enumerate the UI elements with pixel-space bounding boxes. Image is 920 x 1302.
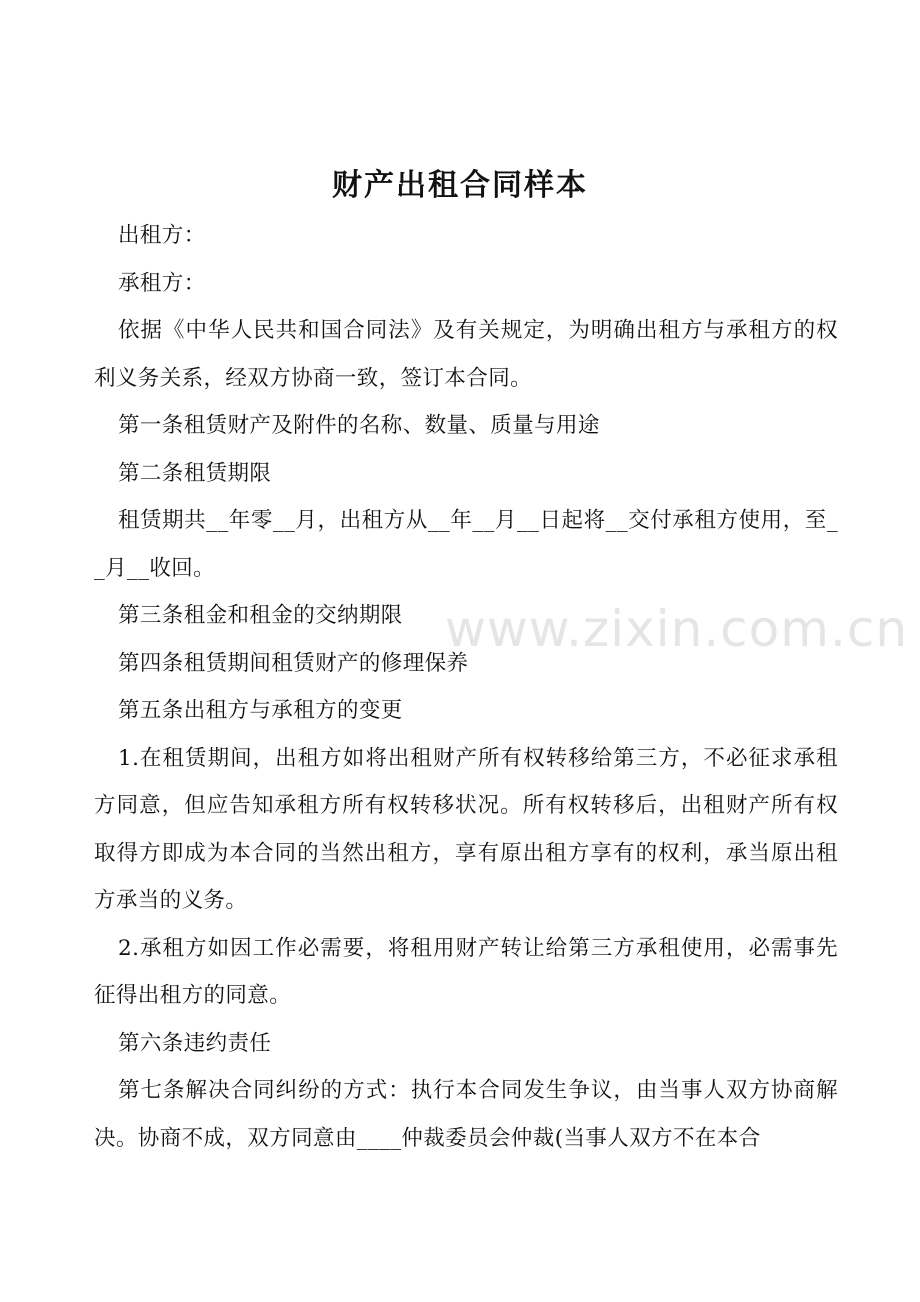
document-title: 财产出租合同样本 <box>332 168 588 203</box>
paragraph-preamble: 依据《中华人民共和国合同法》及有关规定，为明确出租方与承租方的权利义务关系，经双方协商一致，签订本合同。 <box>94 318 838 391</box>
article-4-heading: 第四条租赁期间租赁财产的修理保养 <box>118 650 469 676</box>
article-6-heading: 第六条违约责任 <box>118 1030 272 1056</box>
clause-5-1: 1.在租赁期间，出租方如将出租财产所有权转移给第三方，不必征求承租方同意，但应告知承租方所有权转移状况。所有权转移后，出租财产所有权取得方即成为本合同的当然出租方，享有原出租方享有的权利，承当原出租方承当的义务。 <box>94 745 838 913</box>
article-5-heading: 第五条出租方与承租方的变更 <box>118 698 403 723</box>
article-1-heading: 第一条租赁财产及附件的名称、数量、质量与用途 <box>118 413 600 438</box>
article-2-heading: 第二条租赁期限 <box>118 460 272 486</box>
paragraph-lessor: 出租方： <box>118 223 206 248</box>
document-body <box>94 212 838 1162</box>
clause-5-2: 2.承租方如因工作必需要，将租用财产转让给第三方承租使用，必需事先征得出租方的同意。 <box>94 935 838 1008</box>
article-7-paragraph: 第七条解决合同纠纷的方式：执行本合同发生争议，由当事人双方协商解决。协商不成，双方同意由____仲裁委员会仲裁(当事人双方不在本合 <box>94 1078 838 1151</box>
watermark: www.zixin.com.cn <box>445 600 909 658</box>
article-3-heading: 第三条租金和租金的交纳期限 <box>118 603 403 628</box>
paragraph-lessee: 承租方： <box>118 270 206 296</box>
paragraph-lease-term: 租赁期共__年零__月，出租方从__年__月__日起将__交付承租方使用，至__月__收回。 <box>94 508 838 581</box>
